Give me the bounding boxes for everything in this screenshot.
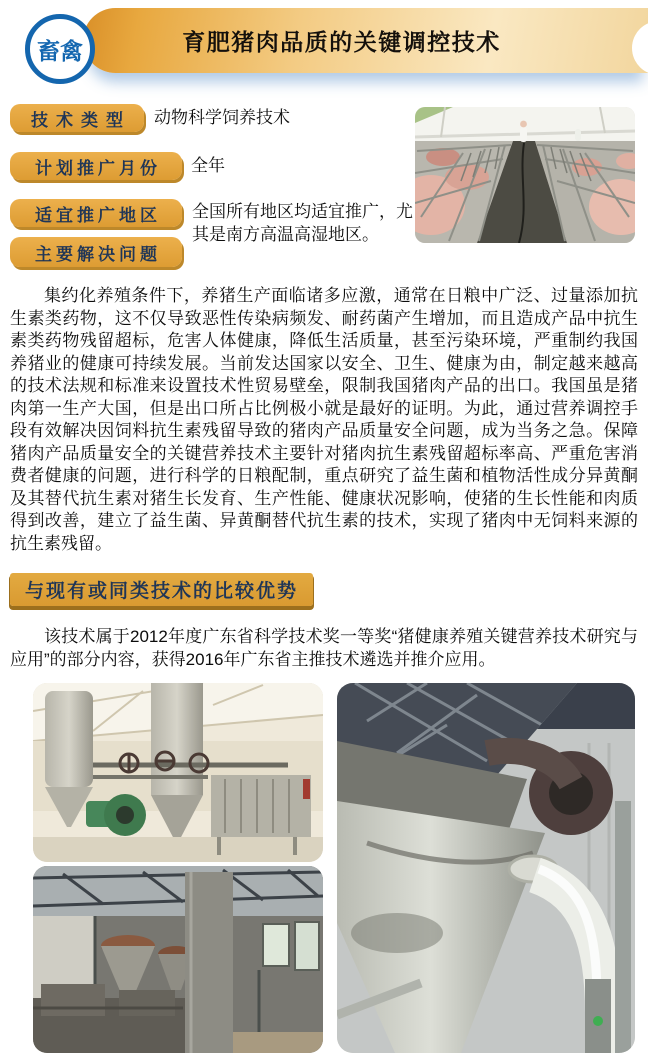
label-tech-type-text: 技术类型 [31,110,131,130]
feed-mill-equipment-photo [33,683,323,862]
label-main-problems [10,237,182,267]
category-label: 畜禽 [37,37,83,64]
label-promo-month [10,152,182,180]
feed-mill-equipment-illustration [33,683,323,862]
category-circle-badge [25,14,95,84]
feed-mill-interior-photo [33,866,323,1053]
label-suitable-region-text: 适宜推广地区 [35,205,161,225]
page-title: 育肥猪肉品质的关键调控技术 [182,29,501,55]
value-suitable-region: 全国所有地区均适宜推广，尤其是南方高温高湿地区。 [192,202,413,244]
section-title-text: 与现有或同类技术的比较优势 [25,581,299,602]
feed-mill-interior-illustration [33,866,323,1053]
label-main-problems-text: 主要解决问题 [35,244,161,264]
cyclone-separator-illustration [337,683,635,1053]
pig-pens-photo [415,107,635,243]
main-paragraph: 集约化养殖条件下，养猪生产面临诸多应激，通常在日粮中广泛、过量添加抗生素类药物，这不仅导致恶性传染病频发、耐药菌产生增加，而且造成产品中抗生素类药物残留超标，危害人体健康，降低生活质量，甚至污染环境，严重制约我国养猪业的健康可持续发展。当前发达国家以安全、卫生、健康为由，制定越来越高的技术法规和标准来设置技术性贸易壁垒，限制我国猪肉产品的出口。我国虽是猪肉第一生产大国，但是出口所占比例极小就是最好的证明。为此，通过营养调控手段有效解决因饲料抗生素残留导致的猪肉产品质量安全问题，成为当务之急。保障猪肉产品质量安全的关键营养技术主要针对猪肉抗生素残留超标率高、严重危害消费者健康的问题，进行科学的日粮配制，重点研究了益生菌和植物活性成分异黄酮及其替代抗生素对猪生长发育、生产性能、健康状况影响，使猪的生长性能和肉质得到改善，建立了益生菌、异黄酮替代抗生素的技术，实现了猪肉中无饲料来源的抗生素残留。 [10,286,638,553]
pig-pens-illustration [415,107,635,243]
comparison-paragraph: 该技术属于2012年度广东省科学技术奖一等奖“猪健康养殖关键营养技术研究与应用”的部分内容，获得2016年广东省主推技术遴选并推介应用。 [10,627,638,669]
section-title-comparative-advantage [10,573,313,606]
title-banner [83,8,648,73]
value-tech-type: 动物科学饲养技术 [154,108,290,127]
label-tech-type [10,104,144,132]
cyclone-separator-photo [337,683,635,1053]
value-promo-month: 全年 [191,156,225,175]
label-promo-month-text: 计划推广月份 [35,158,161,178]
label-suitable-region [10,199,182,227]
